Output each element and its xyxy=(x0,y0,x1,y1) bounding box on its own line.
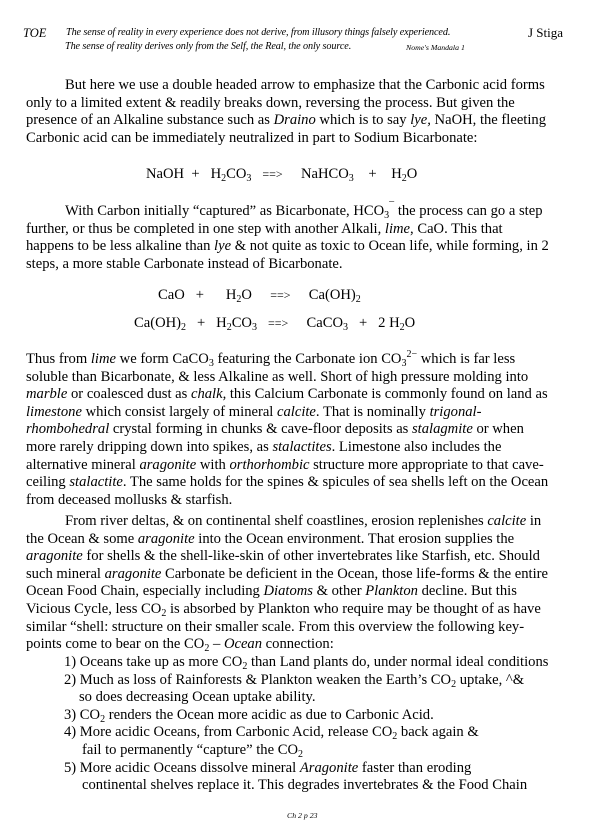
list-item: 4) More acidic Oceans, from Carbonic Acid, release $CO_2$ back again & xyxy=(64,724,479,743)
text-line: limestone which consist largely of mineral calcite. That is nominally trigonal- xyxy=(26,403,482,420)
paragraph-2 xyxy=(26,203,586,273)
eq-operator: + xyxy=(191,166,200,182)
emphasis: calcite xyxy=(277,403,316,420)
text-line: rhombohedral crystal forming in chunks & cave-floor deposits as stalagmite or when xyxy=(26,421,524,438)
text-span: presence of an Alkaline substance such as xyxy=(26,112,274,129)
emphasis: stalagmite xyxy=(412,421,473,438)
emphasis: orthorhombic xyxy=(229,456,310,473)
text-line: points come to bear on the $CO_2$ – Ocean connection: xyxy=(26,636,334,655)
list-item-continuation: continental shelves replace it. This degrades invertebrates & the Food Chain xyxy=(82,777,528,794)
eq-term: NaHCO$_3$ xyxy=(300,166,354,184)
eq-term: $Ca(OH)_2$ xyxy=(308,287,361,305)
text-line: Vicious Cycle, less $CO_2$ is absorbed by Plankton who require may be thought of as have xyxy=(26,600,541,619)
emphasis: lye xyxy=(214,238,232,255)
key-points-list xyxy=(64,654,548,795)
text-line: soluble than Bicarbonate, & less Alkaline as well. Short of high pressure molding into xyxy=(26,368,529,385)
eq-term: $Ca(OH)_2$ xyxy=(134,315,187,333)
emphasis: Diatoms xyxy=(263,583,313,600)
eq-operator: + xyxy=(358,315,368,331)
text-line: alternative mineral aragonite with orthorhombic structure more appropriate to that cave- xyxy=(26,456,544,473)
emphasis: stalactites xyxy=(272,438,332,455)
text-line: further, or thus be completed in one step with another Alkali, lime, CaO. This that xyxy=(26,220,503,237)
text-line: ceiling stalactite. The same holds for the spines & spicules of sea shells left on the Ocean xyxy=(26,474,549,491)
text-line: similar “shell: structure on their smaller scale. From this overview the following key- xyxy=(26,618,525,635)
header-quote-line1: The sense of reality in every experience does not derive, from illusory things falsely experienced. xyxy=(66,27,451,38)
emphasis: Draino xyxy=(273,112,316,129)
emphasis: lime xyxy=(384,220,411,237)
text-line xyxy=(26,112,586,130)
eq-term: CaCO$_3$ xyxy=(306,315,348,333)
eq-term: $H_2CO_3$ xyxy=(210,166,252,184)
list-item: 3) $CO_2$ renders the Ocean more acidic as due to Carbonic Acid. xyxy=(64,706,434,725)
text-line: marble or coalesced dust as chalk, this Calcium Carbonate is commonly found on land as xyxy=(26,386,548,403)
emphasis: marble xyxy=(26,386,68,403)
text-line: from deceased mollusks & starfish. xyxy=(26,491,233,508)
emphasis: stalactite xyxy=(69,474,123,491)
list-item-continuation: so does decreasing Ocean uptake ability. xyxy=(79,689,316,706)
paragraph-1 xyxy=(26,77,586,147)
list-item: 2) Much as loss of Rainforests & Plankton weaken the Earth’s $CO_2$ uptake, ^& xyxy=(64,671,525,690)
text-line: Carbonic acid can be immediately neutralized in part to Sodium Bicarbonate: xyxy=(26,129,478,146)
paragraph-3 xyxy=(26,351,586,509)
emphasis: trigonal- xyxy=(429,403,482,420)
emphasis: aragonite xyxy=(137,530,195,547)
emphasis: lye, xyxy=(410,112,431,129)
text-line: the Ocean & some aragonite into the Ocean environment. That erosion supplies the xyxy=(26,530,515,547)
eq-arrow: ==> xyxy=(267,316,289,330)
eq-arrow: ==> xyxy=(270,288,291,302)
paragraph-4 xyxy=(26,513,586,654)
header-quote-source: Nome's Mandala 1 xyxy=(406,43,465,52)
header-author: J Stiga xyxy=(528,25,564,40)
page-number: Ch 2 p 23 xyxy=(287,811,318,820)
eq-term: NaOH xyxy=(146,166,185,182)
emphasis: Aragonite xyxy=(299,759,359,776)
text-span: NaOH, the fleeting xyxy=(430,112,546,129)
eq-term: $H_2CO_3$ xyxy=(216,315,257,333)
list-item-continuation: fail to permanently “capture” the $CO_2$ xyxy=(82,741,303,760)
emphasis: aragonite xyxy=(26,548,83,565)
text-line: happens to be less alkaline than lye & not quite as toxic to Ocean life, while forming, in 2 xyxy=(26,238,549,255)
emphasis: limestone xyxy=(26,403,82,420)
text-line: only to a limited extent & readily breaks down, reversing the process. But given the xyxy=(26,94,515,111)
eq-term: $H_2O$ xyxy=(225,287,252,305)
equation-2 xyxy=(158,287,361,304)
eq-operator: + xyxy=(196,315,206,331)
text-line: such mineral aragonite Carbonate be deficient in the Ocean, those life-forms & the entire xyxy=(26,565,548,582)
text-line: Thus from lime we form CaCO$_3$ featuring the Carbonate ion $CO_3^{2-}$ which is far less xyxy=(26,349,516,369)
text-span: which is to say xyxy=(315,112,411,129)
header-quote-line2: The sense of reality derives only from the Self, the Real, the only source. xyxy=(65,41,352,52)
eq-term: $H_2O$ xyxy=(391,166,418,184)
header-label: TOE xyxy=(23,26,47,40)
equation-1 xyxy=(146,166,417,183)
emphasis: aragonite xyxy=(104,565,162,582)
emphasis: calcite xyxy=(487,513,527,529)
text-line: more rarely dripping down into spikes, as stalactites. Limestone also includes the xyxy=(26,438,502,455)
text-line: Ocean Food Chain, especially including Diatoms & other Plankton decline. But this xyxy=(26,583,517,600)
emphasis: aragonite xyxy=(139,456,197,473)
eq-arrow: ==> xyxy=(262,167,283,181)
list-item: 1) Oceans take up as more $CO_2$ than Land plants do, under normal ideal conditions xyxy=(64,654,549,672)
equation-3 xyxy=(134,315,415,332)
emphasis: rhombohedral xyxy=(26,421,110,438)
text-line: From river deltas, & on continental shelf coastlines, erosion replenishes calcite in xyxy=(65,513,542,529)
eq-operator: + xyxy=(368,166,377,182)
emphasis: Plankton xyxy=(365,583,418,600)
emphasis: lime xyxy=(90,351,116,367)
emphasis: Ocean xyxy=(223,636,263,653)
list-item: 5) More acidic Oceans dissolve mineral Aragonite faster than eroding xyxy=(64,759,472,776)
eq-term: 2 $H_2O$ xyxy=(378,315,416,333)
text-line: steps, a more stable Carbonate instead of Bicarbonate. xyxy=(26,255,343,272)
text-line: With Carbon initially “captured” as Bicarbonate, $HCO_3^¯$ the process can go a step xyxy=(65,201,543,221)
eq-operator: + xyxy=(195,287,204,303)
text-line: But here we use a double headed arrow to emphasize that the Carbonic acid forms xyxy=(65,77,545,93)
eq-term: CaO xyxy=(158,287,185,303)
text-line: aragonite for shells & the shell-like-skin of other invertebrates like Starfish, etc. Should xyxy=(26,548,540,565)
emphasis: chalk, xyxy=(190,386,227,403)
